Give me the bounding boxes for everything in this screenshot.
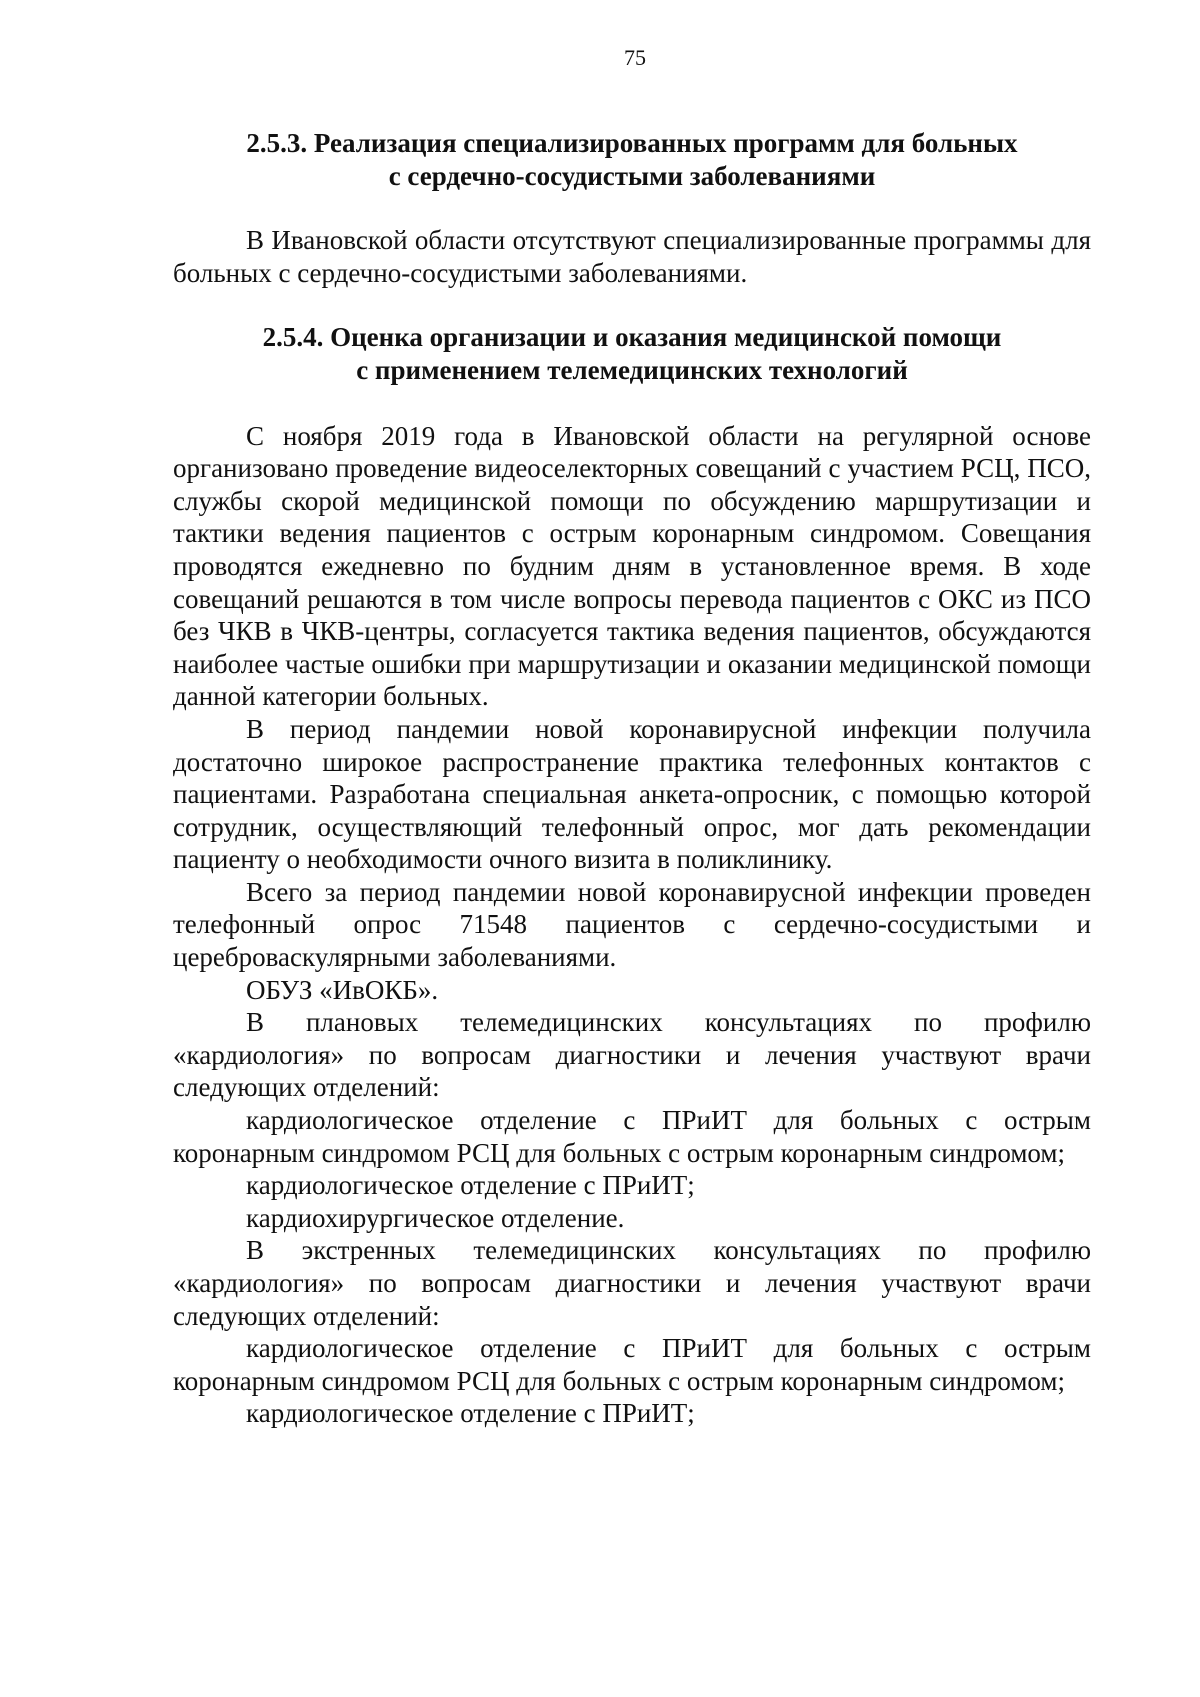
page-content [173, 127, 1091, 1430]
section-2-5-3-title [173, 127, 1091, 192]
section-2-5-4-title [173, 321, 1091, 386]
paragraph-institution-name: ОБУЗ «ИвОКБ». [246, 974, 439, 1005]
list-item-planned-cardiology-priit: кардиологическое отделение с ПРиИТ; [246, 1170, 695, 1201]
section-2-5-3-title-line-1: 2.5.3. Реализация специализированных программ для больных [246, 128, 1018, 158]
paragraph-videoconferences: С ноября 2019 года в Ивановской области на регулярной основе организовано проведение видеоселекторных совещаний с участием РСЦ, ПСО, службы скорой медицинской помощи по обсуждению маршрутизации и тактики ведения пациентов с острым коронарным синдромом. Совещания проводятся ежедневно по будним дням в установленное время. В ходе совещаний решаются в том числе вопросы перевода пациентов с ОКС из ПСО без ЧКВ в ЧКВ-центры, согласуется тактика ведения пациентов, обсуждаются наиболее частые ошибки при маршрутизации и оказании медицинской помощи данной категории больных. [173, 420, 1091, 712]
paragraph-emergency-consultations: В экстренных телемедицинских консультациях по профилю «кардиология» по вопросам диагностики и лечения участвуют врачи следующих отделений: [173, 1235, 1091, 1331]
section-2-5-4-title-line-1: 2.5.4. Оценка организации и оказания медицинской помощи [262, 322, 1002, 353]
paragraph-planned-consultations: В плановых телемедицинских консультациях по профилю «кардиология» по вопросам диагностики и лечения участвуют врачи следующих отделений: [173, 1007, 1091, 1103]
list-item-planned-cardiology-acs: кардиологическое отделение с ПРиИТ для больных с острым коронарным синдромом РСЦ для больных с острым коронарным синдромом; [173, 1105, 1091, 1168]
page-number: 75 [624, 45, 646, 70]
list-item-planned-cardiosurgery: кардиохирургическое отделение. [246, 1202, 625, 1233]
section-2-5-3-title-line-2: с сердечно-сосудистыми заболеваниями [388, 160, 876, 191]
list-item-emergency-cardiology-priit: кардиологическое отделение с ПРиИТ; [246, 1398, 695, 1429]
paragraph-pandemic-phone-contacts: В период пандемии новой коронавирусной инфекции получила достаточно широкое распространение практика телефонных контактов с пациентами. Разработана специальная анкета-опросник, с помощью которой сотрудник, осуществляющий телефонный опрос, мог дать рекомендации пациенту о необходимости очного визита в поликлинику. [173, 713, 1091, 875]
section-2-5-4-title-line-2: с применением телемедицинских технологий [356, 354, 908, 385]
list-item-emergency-cardiology-acs: кардиологическое отделение с ПРиИТ для больных с острым коронарным синдромом РСЦ для больных с острым коронарным синдромом; [173, 1333, 1091, 1396]
section-2-5-3-paragraph: В Ивановской области отсутствуют специализированные программы для больных с сердечно-сосудистыми заболеваниями. [173, 225, 1091, 288]
paragraph-phone-survey-total: Всего за период пандемии новой коронавирусной инфекции проведен телефонный опрос 71548 пациентов с сердечно-сосудистыми и цереброваскулярными заболеваниями. [173, 876, 1091, 973]
